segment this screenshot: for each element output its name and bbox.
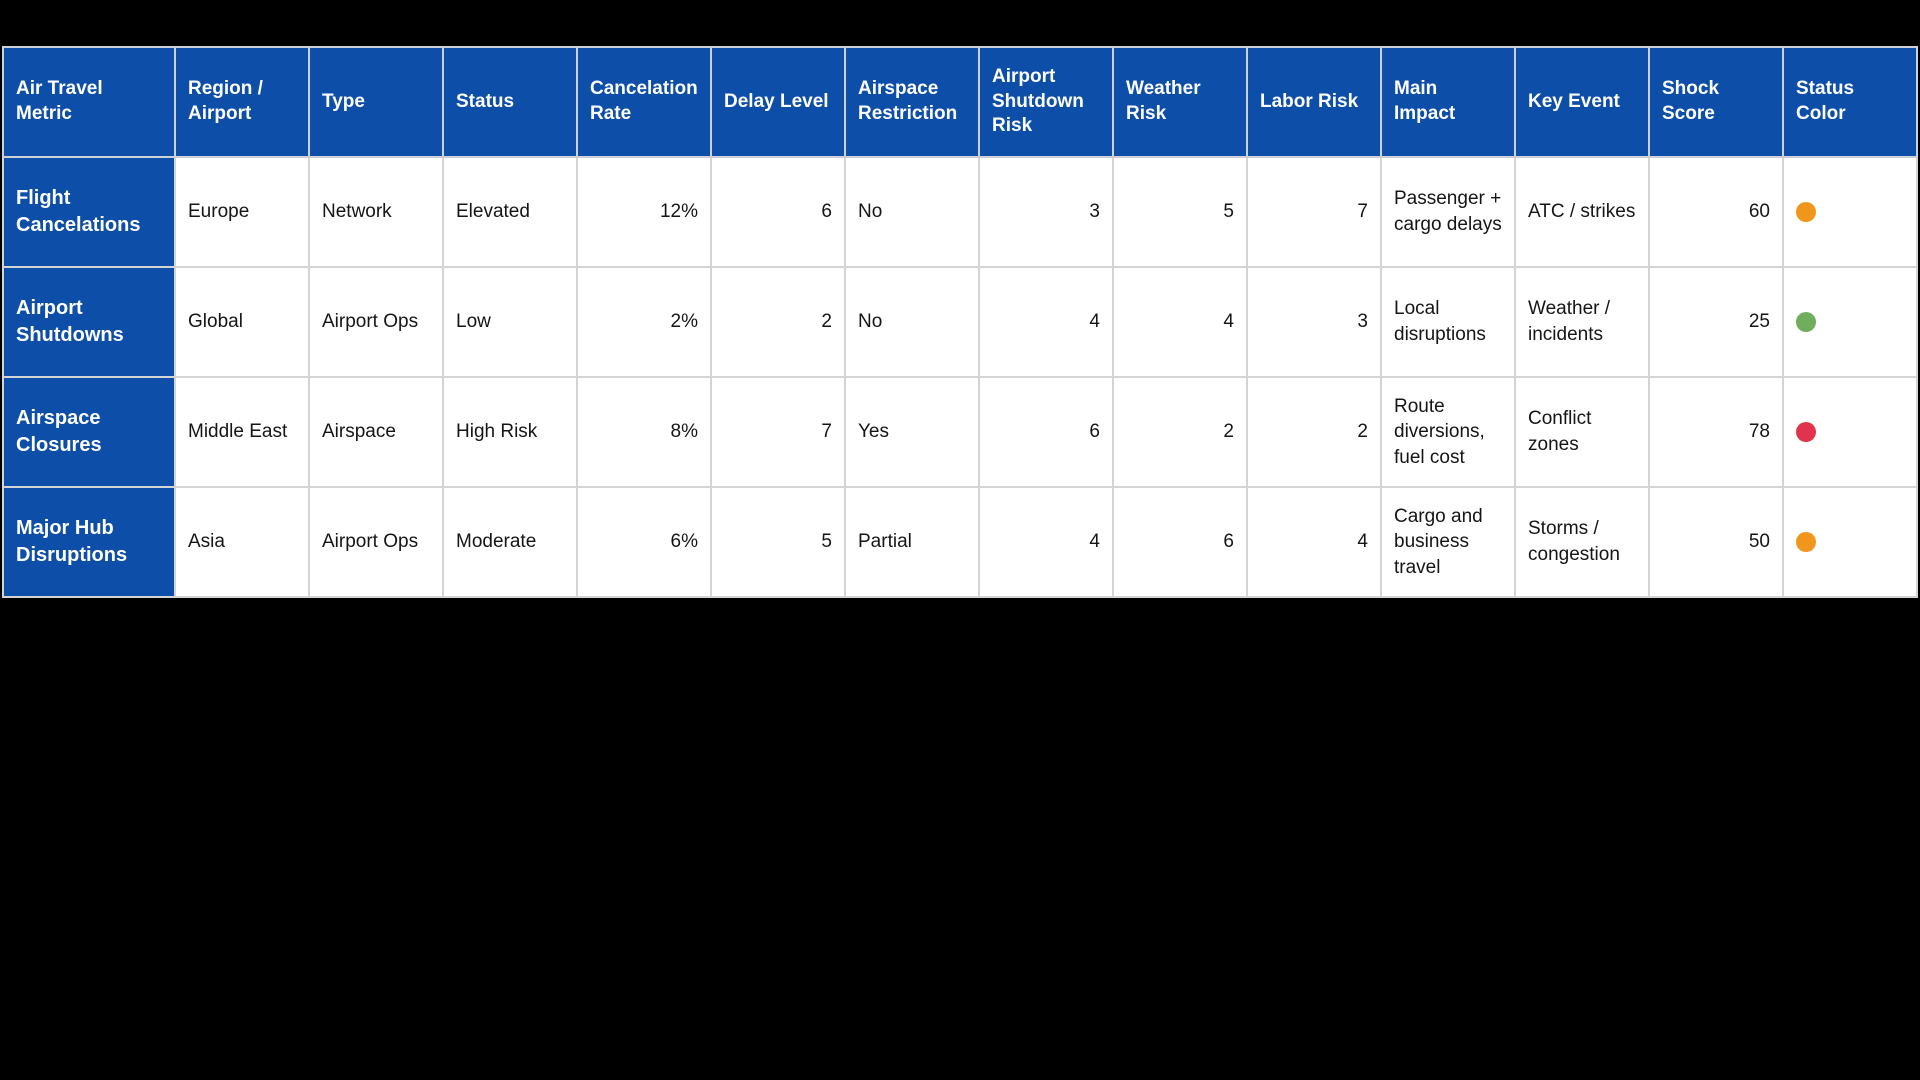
cell-key_event[interactable]: Weather / incidents (1515, 267, 1649, 377)
cell-delay[interactable]: 7 (711, 377, 845, 487)
cell-key_event[interactable]: Conflict zones (1515, 377, 1649, 487)
cell-weather_risk[interactable]: 4 (1113, 267, 1247, 377)
status-dot-orange (1796, 532, 1816, 552)
status-dot-orange (1796, 202, 1816, 222)
cell-type[interactable]: Network (309, 157, 443, 267)
cell-type[interactable]: Airport Ops (309, 267, 443, 377)
cell-status_color[interactable] (1783, 267, 1917, 377)
cell-delay[interactable]: 6 (711, 157, 845, 267)
column-header-impact[interactable]: Main Impact (1381, 47, 1515, 157)
cell-cancel_rate[interactable]: 12% (577, 157, 711, 267)
cell-region[interactable]: Global (175, 267, 309, 377)
status-dot-red (1796, 422, 1816, 442)
cell-key_event[interactable]: Storms / congestion (1515, 487, 1649, 597)
column-header-shock[interactable]: Shock Score (1649, 47, 1783, 157)
column-header-status_color[interactable]: Status Color (1783, 47, 1917, 157)
column-header-region[interactable]: Region / Airport (175, 47, 309, 157)
cell-airspace[interactable]: Partial (845, 487, 979, 597)
cell-shock[interactable]: 50 (1649, 487, 1783, 597)
table-row (3, 487, 1917, 597)
cell-weather_risk[interactable]: 2 (1113, 377, 1247, 487)
air-travel-table-container (2, 46, 1918, 598)
cell-impact[interactable]: Local disruptions (1381, 267, 1515, 377)
column-header-labor_risk[interactable]: Labor Risk (1247, 47, 1381, 157)
column-header-cancel_rate[interactable]: Cancelation Rate (577, 47, 711, 157)
cell-impact[interactable]: Passenger + cargo delays (1381, 157, 1515, 267)
cell-labor_risk[interactable]: 4 (1247, 487, 1381, 597)
cell-shutdown_risk[interactable]: 6 (979, 377, 1113, 487)
cell-key_event[interactable]: ATC / strikes (1515, 157, 1649, 267)
table-row (3, 377, 1917, 487)
column-header-weather_risk[interactable]: Weather Risk (1113, 47, 1247, 157)
cell-weather_risk[interactable]: 5 (1113, 157, 1247, 267)
cell-status_color[interactable] (1783, 157, 1917, 267)
cell-cancel_rate[interactable]: 8% (577, 377, 711, 487)
cell-shutdown_risk[interactable]: 4 (979, 267, 1113, 377)
cell-type[interactable]: Airspace (309, 377, 443, 487)
column-header-shutdown_risk[interactable]: Airport Shutdown Risk (979, 47, 1113, 157)
air-travel-risk-table (2, 46, 1918, 598)
cell-labor_risk[interactable]: 7 (1247, 157, 1381, 267)
table-row (3, 157, 1917, 267)
column-header-type[interactable]: Type (309, 47, 443, 157)
cell-airspace[interactable]: Yes (845, 377, 979, 487)
cell-cancel_rate[interactable]: 2% (577, 267, 711, 377)
cell-metric[interactable]: Airport Shutdowns (3, 267, 175, 377)
cell-status_color[interactable] (1783, 487, 1917, 597)
cell-region[interactable]: Europe (175, 157, 309, 267)
cell-labor_risk[interactable]: 2 (1247, 377, 1381, 487)
cell-region[interactable]: Asia (175, 487, 309, 597)
cell-type[interactable]: Airport Ops (309, 487, 443, 597)
column-header-key_event[interactable]: Key Event (1515, 47, 1649, 157)
column-header-delay[interactable]: Delay Level (711, 47, 845, 157)
cell-status[interactable]: Elevated (443, 157, 577, 267)
cell-shock[interactable]: 25 (1649, 267, 1783, 377)
cell-status[interactable]: Low (443, 267, 577, 377)
cell-status[interactable]: High Risk (443, 377, 577, 487)
table-row (3, 267, 1917, 377)
cell-shutdown_risk[interactable]: 4 (979, 487, 1113, 597)
cell-impact[interactable]: Cargo and business travel (1381, 487, 1515, 597)
cell-impact[interactable]: Route diversions, fuel cost (1381, 377, 1515, 487)
cell-shutdown_risk[interactable]: 3 (979, 157, 1113, 267)
cell-metric[interactable]: Major Hub Disruptions (3, 487, 175, 597)
cell-shock[interactable]: 78 (1649, 377, 1783, 487)
cell-cancel_rate[interactable]: 6% (577, 487, 711, 597)
cell-status[interactable]: Moderate (443, 487, 577, 597)
cell-delay[interactable]: 2 (711, 267, 845, 377)
cell-labor_risk[interactable]: 3 (1247, 267, 1381, 377)
cell-delay[interactable]: 5 (711, 487, 845, 597)
cell-airspace[interactable]: No (845, 157, 979, 267)
cell-weather_risk[interactable]: 6 (1113, 487, 1247, 597)
status-dot-green (1796, 312, 1816, 332)
cell-shock[interactable]: 60 (1649, 157, 1783, 267)
table-header-row (3, 47, 1917, 157)
cell-metric[interactable]: Flight Cancelations (3, 157, 175, 267)
cell-metric[interactable]: Airspace Closures (3, 377, 175, 487)
column-header-airspace[interactable]: Airspace Restriction (845, 47, 979, 157)
cell-airspace[interactable]: No (845, 267, 979, 377)
cell-region[interactable]: Middle East (175, 377, 309, 487)
column-header-status[interactable]: Status (443, 47, 577, 157)
cell-status_color[interactable] (1783, 377, 1917, 487)
column-header-metric[interactable]: Air Travel Metric (3, 47, 175, 157)
